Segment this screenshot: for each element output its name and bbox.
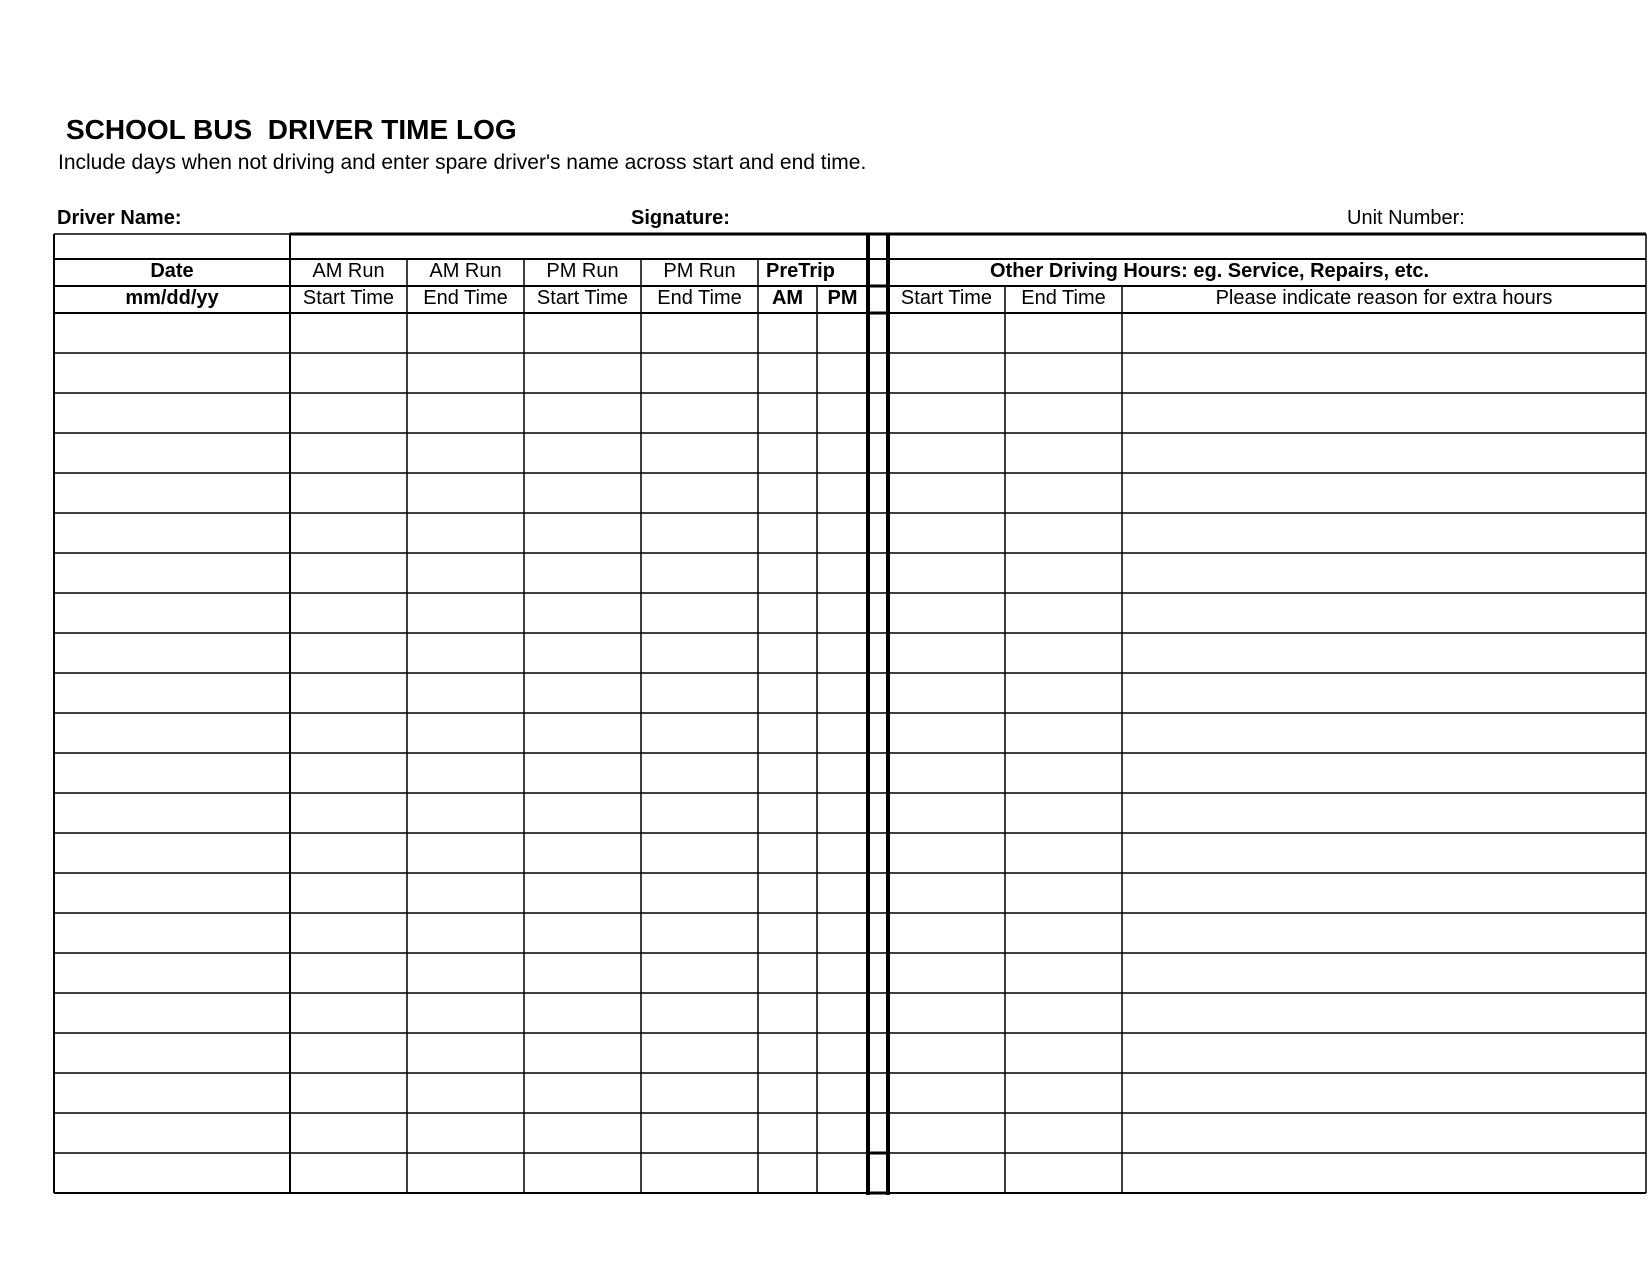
instructions-text: Include days when not driving and enter spare driver's name across start and end time. bbox=[58, 151, 867, 174]
header-other-start-time: Start Time bbox=[900, 287, 993, 309]
header-pretrip: PreTrip bbox=[766, 260, 835, 282]
header-pretrip-pm: PM bbox=[827, 287, 858, 309]
header-pretrip-am: AM bbox=[771, 287, 804, 309]
header-am-run-end-2: End Time bbox=[423, 287, 508, 309]
header-pm-run-start-2: Start Time bbox=[536, 287, 629, 309]
header-pm-run-end-2: End Time bbox=[657, 287, 742, 309]
header-am-run-start-2: Start Time bbox=[302, 287, 395, 309]
header-date: Date bbox=[150, 260, 194, 282]
unit-number-label: Unit Number: bbox=[1347, 207, 1465, 229]
header-am-run-start-1: AM Run bbox=[312, 260, 385, 282]
header-other-end-time: End Time bbox=[1021, 287, 1106, 309]
page-title: SCHOOL BUS DRIVER TIME LOG bbox=[66, 114, 517, 145]
signature-label: Signature: bbox=[631, 207, 730, 229]
header-am-run-end-1: AM Run bbox=[429, 260, 502, 282]
driver-name-label: Driver Name: bbox=[57, 207, 182, 229]
header-other-driving-hours: Other Driving Hours: eg. Service, Repairs, etc. bbox=[990, 260, 1430, 282]
header-date-format: mm/dd/yy bbox=[125, 287, 219, 309]
header-pm-run-end-1: PM Run bbox=[663, 260, 736, 282]
header-pm-run-start-1: PM Run bbox=[546, 260, 619, 282]
header-extra-hours-reason: Please indicate reason for extra hours bbox=[1215, 287, 1553, 309]
